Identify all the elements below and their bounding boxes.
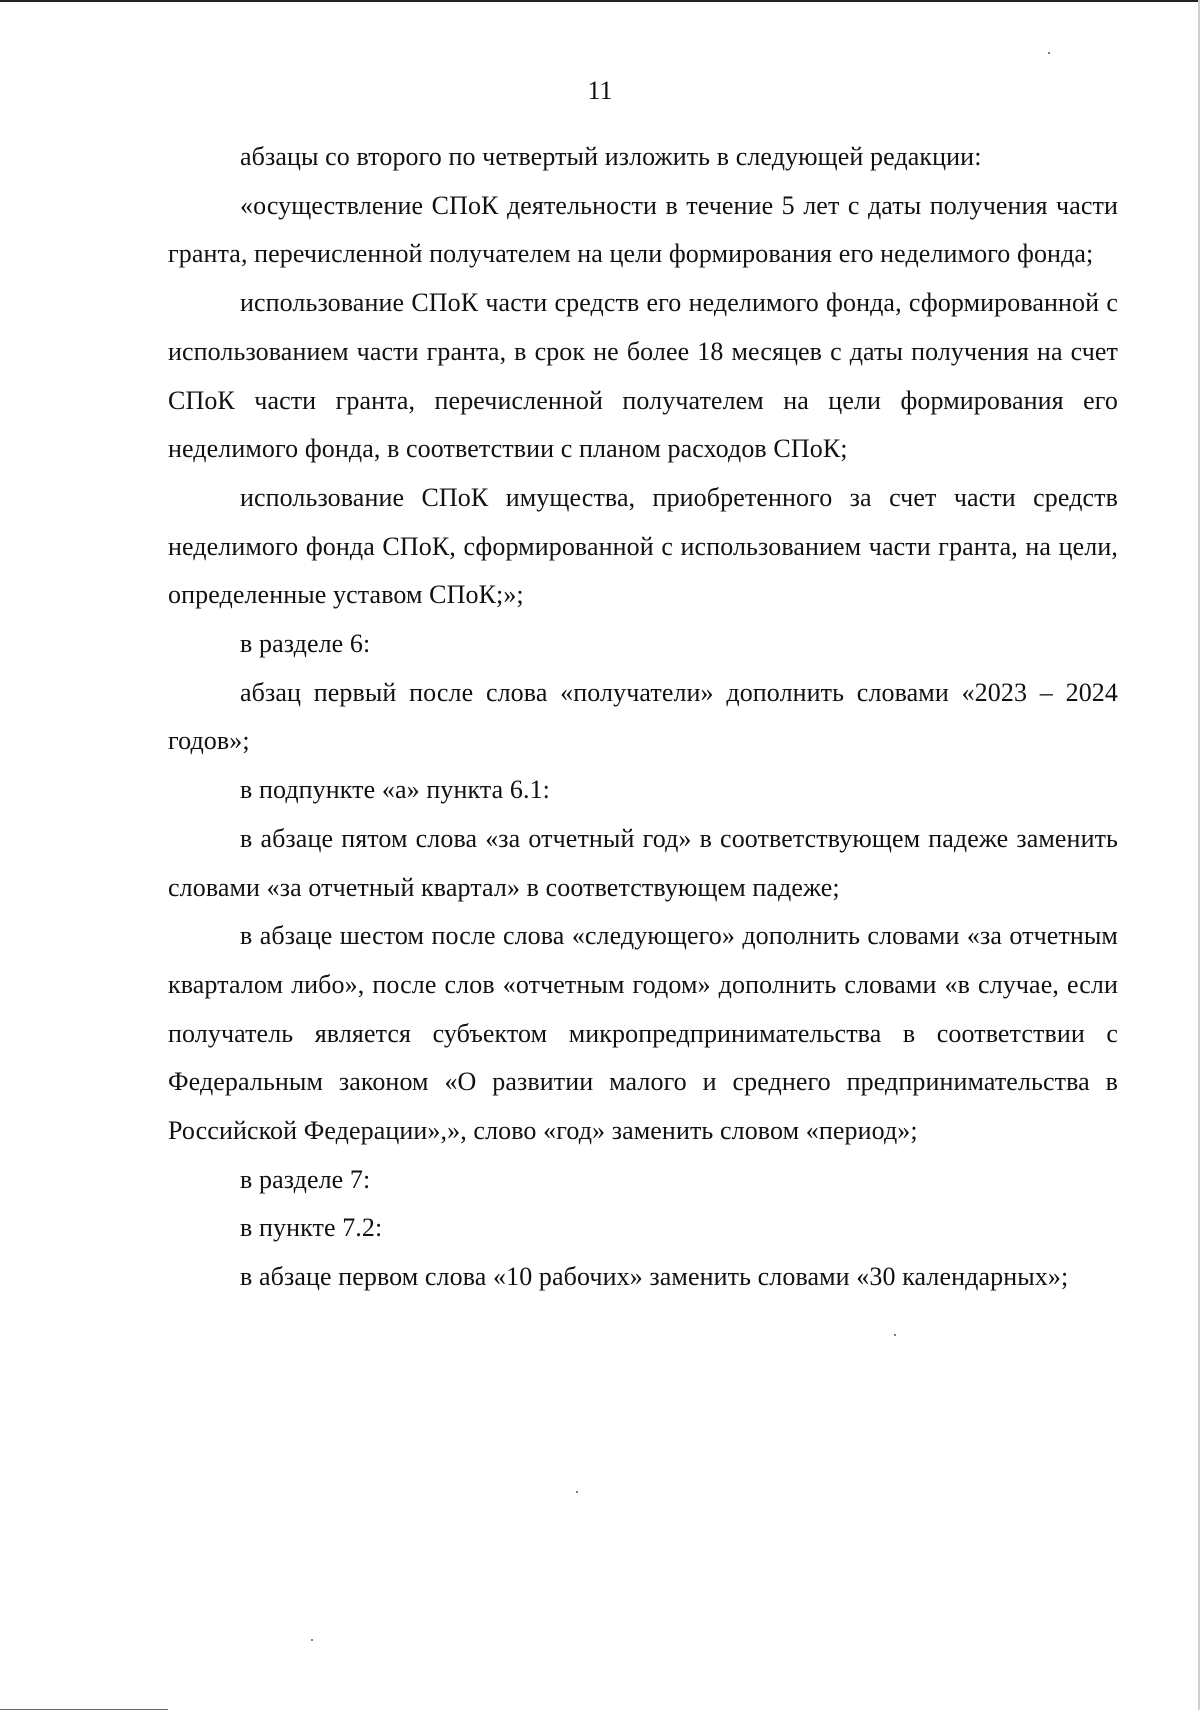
page-number: 11 bbox=[587, 76, 613, 105]
scan-speck bbox=[311, 1639, 313, 1641]
scan-edge-top bbox=[0, 0, 1200, 2]
paragraph: абзац первый после слова «получатели» дополнить словами «2023 – 2024 годов»; bbox=[168, 677, 1118, 756]
paragraph: в абзаце пятом слова «за отчетный год» в соответствующем падеже заменить словами «за отчетный квартал» в соответствующем падеже; bbox=[168, 823, 1118, 902]
paragraph: использование СПоК имущества, приобретенного за счет части средств неделимого фонда СПоК, сформированной с использованием части гранта, на цели, определенные уставом СПоК;»; bbox=[168, 482, 1118, 610]
paragraph: в разделе 6: bbox=[240, 629, 371, 659]
paragraph: в подпункте «а» пункта 6.1: bbox=[240, 775, 550, 805]
paragraph: в пункте 7.2: bbox=[240, 1213, 383, 1243]
paragraph: в разделе 7: bbox=[240, 1164, 371, 1194]
document-body bbox=[168, 133, 1118, 1302]
paragraph: в абзаце первом слова «10 рабочих» заменить словами «30 календарных»; bbox=[240, 1262, 1069, 1292]
scan-speck bbox=[894, 1334, 896, 1336]
paragraph: «осуществление СПоК деятельности в течение 5 лет с даты получения части гранта, перечисленной получателем на цели формирования его неделимого фонда; bbox=[168, 190, 1118, 269]
paragraph: использование СПоК части средств его неделимого фонда, сформированной с использованием части гранта, в срок не более 18 месяцев с даты получения на счет СПоК части гранта, перечисленной получателем на цели формирования его неделимого фонда, в соответствии с планом расходов СПоК; bbox=[168, 288, 1118, 464]
scan-speck bbox=[576, 1491, 578, 1493]
paragraph: в абзаце шестом после слова «следующего» дополнить словами «за отчетным кварталом либо», после слов «отчетным годом» дополнить словами «в случае, если получатель является субъектом микропредпринимательства в соответствии с Федеральным законом «О развитии малого и среднего предпринимательства в Российской Федерации»,», слово «год» заменить словом «период»; bbox=[168, 921, 1118, 1146]
paragraph: абзацы со второго по четвертый изложить в следующей редакции: bbox=[240, 142, 982, 171]
scan-speck bbox=[1048, 52, 1050, 54]
